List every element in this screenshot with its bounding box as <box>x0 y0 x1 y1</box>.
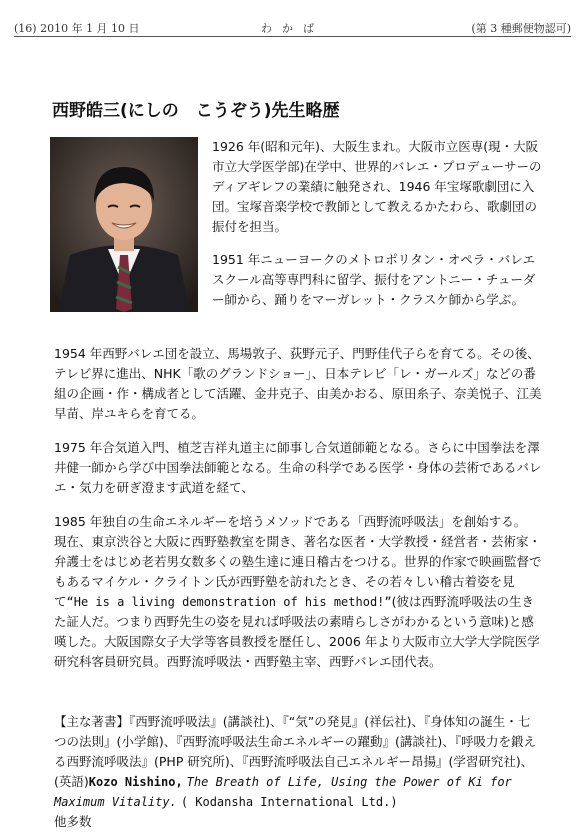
paragraph-early-life: 1926 年(昭和元年)、大阪生まれ。大阪市立医専(現・大阪市立大学医学部)在学中、世界的バレエ・プロデューサーのディアギレフの業績に触発され、1946 年宝塚歌劇団に入団。宝塚音楽学校で教師として教えるかたわら、歌劇団の振付を担当。 <box>212 139 542 234</box>
paragraph-bibliography <box>54 712 542 832</box>
header-date: (16) 2010 年 1 月 10 日 <box>14 22 140 35</box>
header-postal-notice: (第 3 種郵便物認可) <box>471 22 571 35</box>
portrait-photo <box>50 137 198 312</box>
english-book-title: The Breath of Life, Using the Power of Ki for Maximum Vitality. <box>54 775 512 809</box>
portrait-photo-icon <box>50 137 198 312</box>
paragraph-martial-arts: 1975 年合気道入門、植芝吉祥丸道主に師事し合気道師範となる。さらに中国拳法を澤井健一師から学び中国拳法師範となる。生命の科学である医学・身体の芸術であるバレエ・気力を研ぎ澄ます武道を経て、 <box>54 440 542 495</box>
current-activity-text: 現在、東京渋谷と大阪に西野塾教室を開き、著名な医者・大学教授・経営者・芸術家・弁護士をはじめ老若男女数多くの塾生達に連日稽古をつける。世界的作家で映画監督でもあるマイケル・クライトン氏が西野塾を訪れたとき、その若々しい稽古着姿を見て <box>54 534 542 609</box>
english-book-author: Kozo Nishino, <box>88 775 183 789</box>
paragraph-new-york: 1951 年ニューヨークのメトロポリタン・オペラ・バレエスクール高等専門科に留学、振付をアントニー・チューダー師から、踊りをマーガレット・クラスケ師から学ぶ。 <box>212 252 536 307</box>
article-title: 西野皓三(にしの こうぞう)先生略歴 <box>52 101 340 121</box>
crichton-quote: “He is a living demonstration of his method!” <box>66 595 392 609</box>
paragraph-founding: 1985 年独自の生命エネルギーを培うメソッドである「西野流呼吸法」を創始する。 <box>54 514 527 529</box>
paragraph-nishino-breathing <box>54 512 542 672</box>
current-activity-text-cont: (彼は西野流呼吸法の生きた証人だ。つまり西野先生の姿を見れば呼吸法の素晴らしさがわかるという意味)と感嘆した。大阪国際女子大学等客員教授を歴任し、2006 年より大阪市立大学大学院医学研究科客員研究員。西野流呼吸法・西野塾主宰、西野バレエ団代表。 <box>54 594 540 669</box>
header-publication-name: わかば <box>261 22 324 35</box>
paragraph-current-activity <box>54 532 542 672</box>
paragraph-ballet-company: 1954 年西野バレエ団を設立、馬場敦子、荻野元子、門野佳代子らを育てる。その後、テレビ界に進出、NHK「歌のグランドショー」、日本テレビ「レ・ガールズ」などの番組の企画・作・構成者として活躍、金井克子、由美かおる、原田糸子、奈美悦子、江美早苗、岸ユキらを育てる。 <box>54 346 542 421</box>
header-rule <box>14 36 571 37</box>
english-book-publisher: ( Kodansha International Ltd.) <box>180 795 398 809</box>
bibliography-end: 他多数 <box>54 814 92 829</box>
bibliography-text: 【主な著書】『西野流呼吸法』(講談社)、『“気”の発見』(祥伝社)、『身体知の誕生・七つの法則』(小学館)、『西野流呼吸法生命エネルギーの躍動』(講談社)、『呼吸力を鍛える西野流呼吸法』(PHP 研究所)、『西野流呼吸法自己エネルギー昂揚』(学習研究社)、(英語) <box>54 714 537 789</box>
